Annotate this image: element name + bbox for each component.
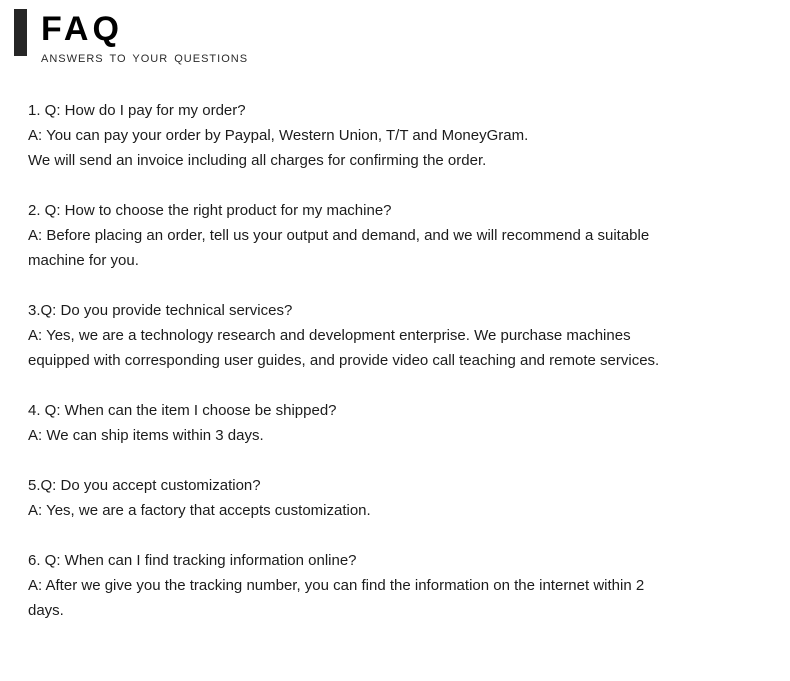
faq-answer-line: equipped with corresponding user guides, and provide video call teaching and remote services.: [28, 352, 660, 369]
faq-answer-line: A: We can ship items within 3 days.: [28, 427, 264, 444]
faq-answer-line: A: After we give you the tracking number, you can find the information on the internet within 2: [28, 577, 645, 594]
faq-question: 3.Q: Do you provide technical services?: [28, 302, 293, 319]
faq-item: [28, 298, 773, 373]
faq-header: [0, 0, 790, 65]
faq-item: [28, 398, 773, 448]
faq-list: [0, 98, 790, 623]
faq-question: 2. Q: How to choose the right product for my machine?: [28, 202, 392, 219]
page-title: FAQ: [41, 10, 123, 48]
header-text: [41, 9, 248, 65]
faq-answer-line: A: Yes, we are a technology research and development enterprise. We purchase machines: [28, 327, 631, 344]
faq-item: [28, 198, 773, 273]
faq-answer-line: machine for you.: [28, 252, 139, 269]
faq-item: [28, 98, 773, 173]
faq-question: 1. Q: How do I pay for my order?: [28, 102, 246, 119]
faq-item: [28, 473, 773, 523]
faq-answer-line: We will send an invoice including all charges for confirming the order.: [28, 152, 487, 169]
page-subtitle: ANSWERS TO YOUR QUESTIONS: [41, 53, 249, 65]
faq-answer-line: days.: [28, 602, 64, 619]
faq-answer-line: A: You can pay your order by Paypal, Western Union, T/T and MoneyGram.: [28, 127, 529, 144]
faq-answer-line: A: Before placing an order, tell us your output and demand, and we will recommend a suitable: [28, 227, 650, 244]
faq-answer-line: A: Yes, we are a factory that accepts customization.: [28, 502, 371, 519]
faq-question: 5.Q: Do you accept customization?: [28, 477, 261, 494]
faq-question: 4. Q: When can the item I choose be shipped?: [28, 402, 337, 419]
header-accent-bar: [14, 9, 27, 56]
faq-question: 6. Q: When can I find tracking information online?: [28, 552, 357, 569]
faq-item: [28, 548, 773, 623]
